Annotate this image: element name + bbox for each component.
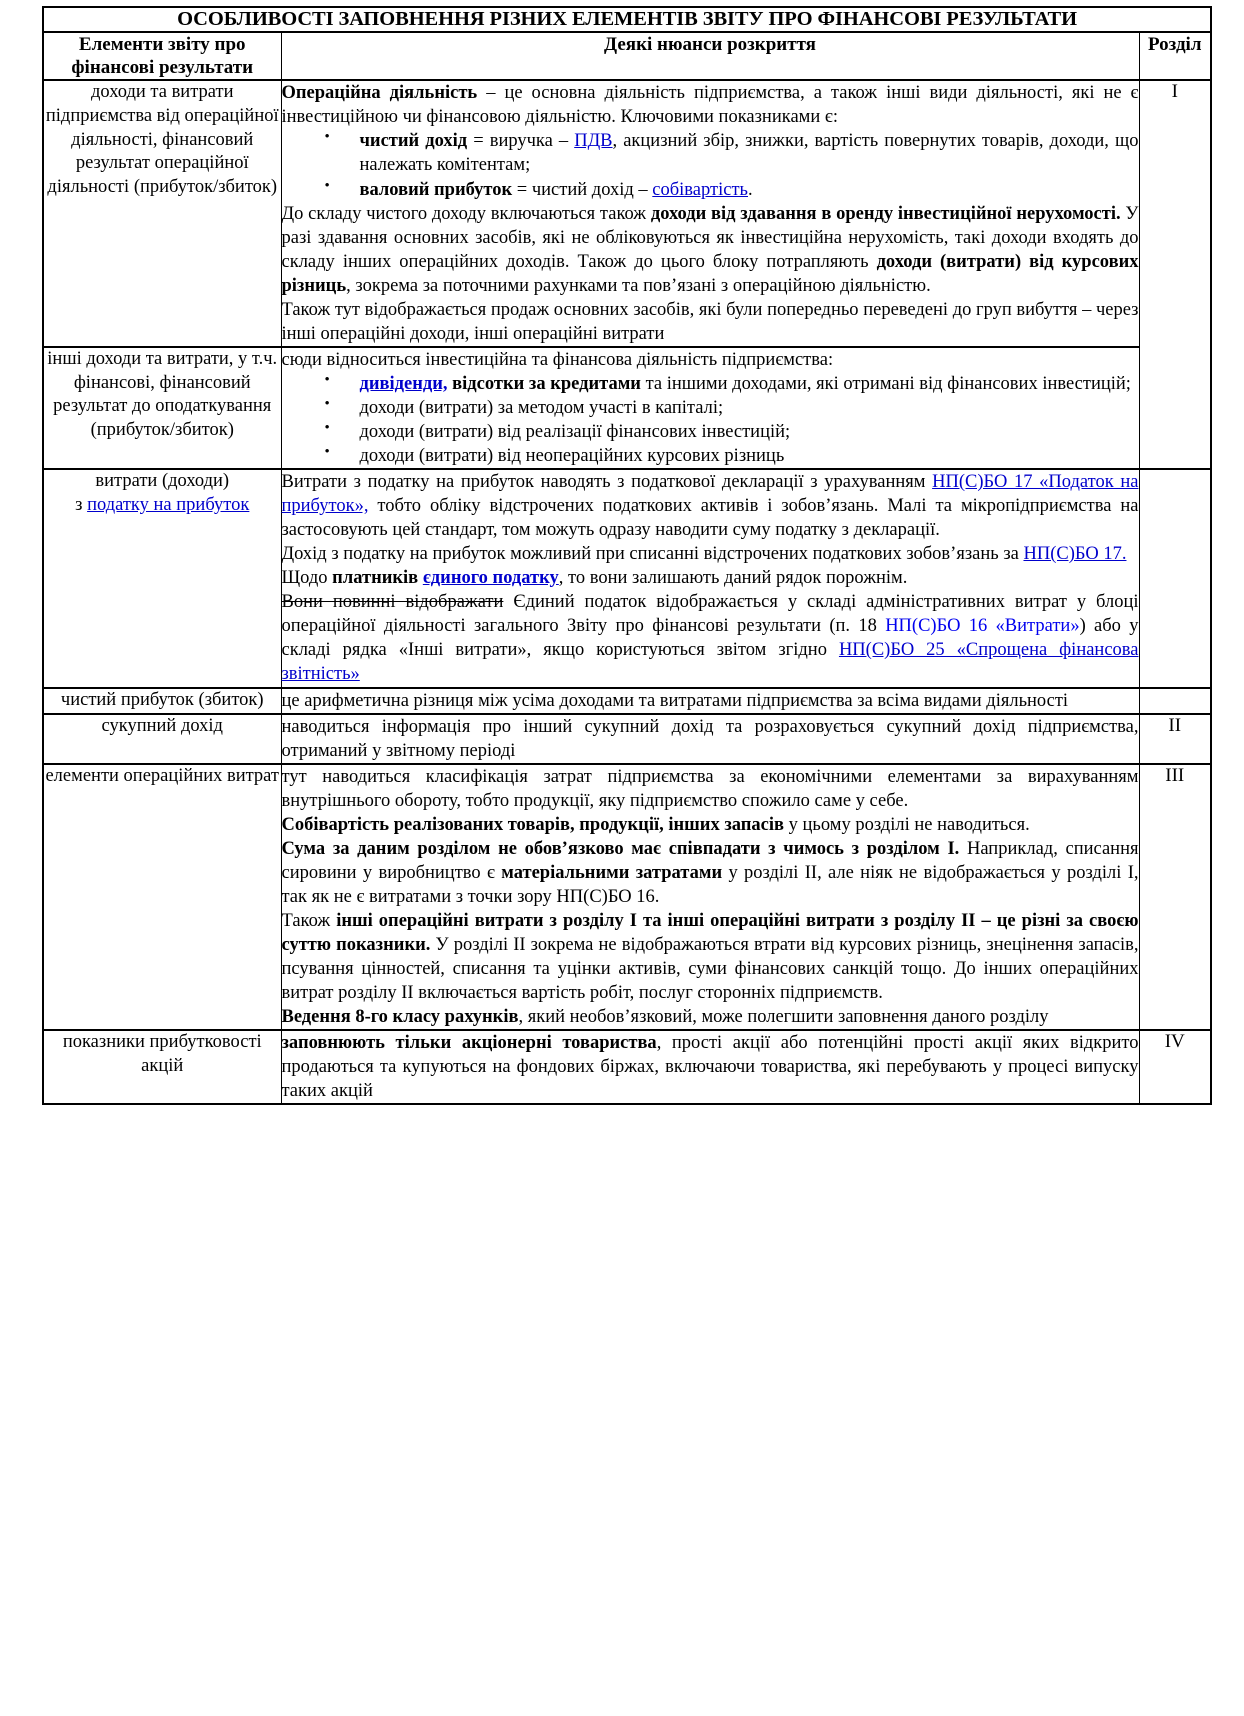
- text: = чистий дохід –: [512, 179, 653, 200]
- text: – це основна діяльність підприємства, а також інші види діяльності, які не є інвестиційною чи фінансовою діяльністю. Ключовими показниками є:: [281, 83, 1139, 128]
- paragraph: [282, 590, 1139, 686]
- struck-text: Вони повинні відображати: [281, 592, 504, 613]
- row-nuance-content: [281, 347, 1139, 469]
- paragraph: [282, 470, 1139, 542]
- row-nuance-content: [281, 688, 1139, 714]
- text: , акцизний збір, знижки, вартість повернутих товарів, доходи, що належать комітентам;: [359, 131, 1139, 176]
- text: ) або у складі рядка «Інші витрати», якщо користуються звітом згідно: [281, 616, 1139, 661]
- term-gross-profit: валовий прибуток: [359, 179, 513, 200]
- table-row: [43, 80, 1211, 347]
- text: у цьому розділі не наводиться.: [784, 814, 1030, 835]
- report-elements-table: [42, 6, 1212, 1105]
- term-material-costs: матеріальними затратами: [501, 862, 723, 883]
- row-nuance-content: [281, 714, 1139, 764]
- paragraph: [282, 1005, 1139, 1029]
- paragraph: наводиться інформація про інший сукупний дохід та розраховується сукупний дохід підприємства, отриманий у звітному періоді: [281, 716, 1139, 761]
- table-row: [43, 688, 1211, 714]
- row-section-number: [1139, 688, 1211, 714]
- link-npsbo-16-vytraty[interactable]: НП(С)БО 16 «Витрати»: [885, 616, 1080, 637]
- table-title-row: [43, 7, 1211, 32]
- term-fx-differences: доходи (витрати) від курсових різниць: [281, 251, 1139, 296]
- link-sobivartist[interactable]: собівартість: [652, 179, 748, 200]
- column-header-elements: Елементи звіту про фінансові результати: [43, 32, 281, 80]
- list-item: • доходи (витрати) від реалізації фінансових інвестицій;: [360, 420, 1139, 444]
- text: та іншими доходами, які отримані від фінансових інвестицій;: [640, 373, 1131, 394]
- row-element-label: сукупний дохід: [43, 714, 281, 764]
- text: У розділі II зокрема не відображаються втрати від курсових різниць, знецінення запасів, псування цінностей, списання та уцінки активів, суми фінансових санкцій тощо. До інших операційних витрат розділу II включається вартість робіт, послуг сторонніх підприємств.: [281, 934, 1139, 1004]
- text: Єдиний податок відображається у складі адміністративних витрат у блоці операційної діяльності загального Звіту про фінансові результати (п. 18: [281, 592, 1139, 637]
- paragraph: сюди відноситься інвестиційна та фінансова діяльність підприємства:: [281, 349, 834, 370]
- text: , який необов’язковий, може полегшити заповнення даного розділу: [518, 1007, 1049, 1028]
- label-line: [44, 494, 281, 518]
- text: У разі здавання основних засобів, які не обліковуються як інвестиційна нерухомість, такі доходи входять до складу інших операційних доходів. Також до цього блоку потрапляють: [281, 203, 1139, 272]
- link-yedynyi-podatok[interactable]: єдиного податку: [422, 568, 559, 589]
- text: з: [75, 494, 88, 515]
- text: , зокрема за поточними рахунками та пов’язані з операційною діяльністю.: [346, 275, 931, 296]
- row-nuance-content: [281, 764, 1139, 1031]
- term-credit-interest: відсотки за кредитами: [447, 373, 641, 394]
- link-podatok-na-prybutok[interactable]: податку на прибуток: [87, 494, 250, 515]
- table-row: [43, 347, 1211, 469]
- paragraph: це арифметична різниця між усіма доходами та витратами підприємства за всіма видами діяльності: [281, 690, 1069, 711]
- label-line: витрати (доходи): [95, 471, 230, 492]
- row-element-label: доходи та витрати підприємства від операційної діяльності, фінансовий результат операційної діяльності (прибуток/збиток): [43, 80, 281, 347]
- text: у розділі II, але ніяк не відображається у розділі I, так як не є витратами з точки зору НП(С)БО 16.: [281, 862, 1139, 907]
- paragraph: [282, 909, 1139, 1005]
- list-item: • доходи (витрати) за методом участі в капіталі;: [360, 396, 1139, 420]
- link-npsbo-17[interactable]: НП(С)БО 17.: [1023, 544, 1127, 565]
- term-class-8-accounts: Ведення 8-го класу рахунків: [281, 1007, 519, 1028]
- text: , прості акції або потенційні прості акції яких відкрито продаються та купуються на фондових біржах, включаючи товариства, які перебувають у процесі випуску таких акцій: [281, 1033, 1139, 1102]
- paragraph: тут наводиться класифікація затрат підприємства за економічними елементами за вирахуванням внутрішнього обороту, тобто продукції, яку підприємство спожило саме у себе.: [281, 766, 1139, 811]
- row-section-number: IV: [1139, 1030, 1211, 1104]
- text: Дохід з податку на прибуток можливий при списанні відстрочених податкових зобов’язань за: [281, 544, 1024, 565]
- link-npsbo-25[interactable]: НП(С)БО 25 «Спрощена фінансова звітність»: [281, 640, 1139, 685]
- table-row: [43, 469, 1211, 687]
- term-payers: платників: [332, 568, 423, 589]
- paragraph: [282, 813, 1139, 837]
- bullet-list: [282, 372, 1139, 468]
- paragraph: [282, 81, 1139, 129]
- term-section-sum: Сума за даним розділом не обов’язково має співпадати з чимось з розділом I.: [281, 838, 960, 859]
- text: , то вони залишають даний рядок порожнім.: [558, 568, 908, 589]
- list-item: [360, 372, 1139, 396]
- link-npsbo-17-profit-tax[interactable]: НП(С)БО 17 «Податок на прибуток»,: [281, 472, 1139, 517]
- row-element-label: інші доходи та витрати, у т.ч. фінансові, фінансовий результат до оподаткування (прибуток/збиток): [43, 347, 281, 469]
- row-element-label: [43, 469, 281, 687]
- paragraph: [282, 566, 1139, 590]
- row-nuance-content: [281, 1030, 1139, 1104]
- paragraph: [282, 1031, 1139, 1103]
- row-element-label: чистий прибуток (збиток): [43, 688, 281, 714]
- term-net-income: чистий дохід: [359, 131, 468, 152]
- table-header-row: [43, 32, 1211, 80]
- term-cost-of-goods: Собівартість реалізованих товарів, продукції, інших запасів: [281, 814, 785, 835]
- link-pdv[interactable]: ПДВ: [574, 131, 613, 152]
- term-other-op-costs: інші операційні витрати з розділу I та інші операційні витрати з розділу II – це різні за своєю суттю показники.: [281, 910, 1139, 955]
- page-title: ОСОБЛИВОСТІ ЗАПОВНЕННЯ РІЗНИХ ЕЛЕМЕНТІВ ЗВІТУ ПРО ФІНАНСОВІ РЕЗУЛЬТАТИ: [43, 7, 1211, 32]
- bullet-list: [282, 129, 1139, 201]
- table-row: [43, 714, 1211, 764]
- text: До складу чистого доходу включаються також: [281, 203, 651, 224]
- row-element-label: елементи операційних витрат: [43, 764, 281, 1031]
- paragraph: [282, 202, 1139, 298]
- paragraph: [282, 542, 1139, 566]
- text: Наприклад, списання сировини у виробництво є: [281, 838, 1139, 883]
- term-operating-activity: Операційна діяльність: [281, 83, 478, 104]
- term-rent-income: доходи від здавання в оренду інвестиційної нерухомості.: [650, 203, 1121, 224]
- paragraph: [282, 837, 1139, 909]
- text: Також: [281, 910, 337, 931]
- list-item: [360, 129, 1139, 177]
- list-item: [360, 178, 1139, 202]
- row-nuance-content: [281, 80, 1139, 347]
- table-row: [43, 764, 1211, 1031]
- row-nuance-content: [281, 469, 1139, 687]
- column-header-section: Розділ: [1139, 32, 1211, 80]
- list-item: • доходи (витрати) від неопераційних курсових різниць: [360, 444, 1139, 468]
- text: Витрати з податку на прибуток наводять з податкової декларації з урахуванням: [281, 472, 933, 493]
- row-element-label: показники прибутковості акцій: [43, 1030, 281, 1104]
- paragraph: Також тут відображається продаж основних засобів, які були попередньо переведені до груп вибуття – через інші операційні доходи, інші операційні витрати: [281, 299, 1139, 344]
- text: Щодо: [281, 568, 333, 589]
- text: тобто обліку відстрочених податкових активів і зобов’язань. Малі та мікропідприємства на застосовують цей стандарт, том можуть одразу наводити суму податку з декларації.: [281, 496, 1139, 541]
- link-dyvidendy[interactable]: дивіденди,: [359, 373, 448, 394]
- column-header-nuances: Деякі нюанси розкриття: [281, 32, 1139, 80]
- text: .: [747, 179, 753, 200]
- row-section-number: II: [1139, 714, 1211, 764]
- row-section-number: [1139, 469, 1211, 687]
- table-row: [43, 1030, 1211, 1104]
- term-joint-stock: заповнюють тільки акціонерні товариства: [281, 1033, 657, 1054]
- row-section-number: I: [1139, 80, 1211, 469]
- text: = виручка –: [467, 131, 575, 152]
- row-section-number: III: [1139, 764, 1211, 1031]
